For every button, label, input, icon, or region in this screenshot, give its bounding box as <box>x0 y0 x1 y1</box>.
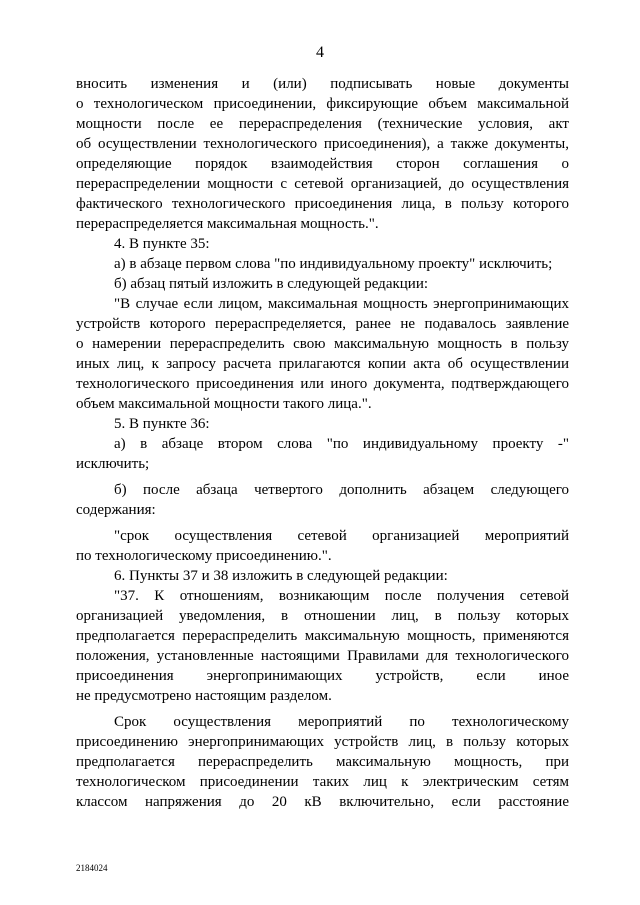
page-number: 4 <box>316 44 324 61</box>
text-line: "срок осуществления сетевой организацией мероприятий <box>114 528 569 544</box>
text-line: вносить изменения и (или) подписывать новые документы <box>76 76 569 92</box>
text-line: присоединения энергопринимающих устройств, если иное <box>76 668 569 684</box>
text-line: 6. Пункты 37 и 38 изложить в следующей редакции: <box>114 568 448 584</box>
text-line: о технологическом присоединении, фиксирующие объем максимальной <box>76 96 569 112</box>
text-line: присоединению энергопринимающих устройств лиц, в пользу которых <box>76 734 569 750</box>
text-line: "37. К отношениям, возникающим после получения сетевой <box>114 588 569 604</box>
text-line: содержания: <box>76 502 156 518</box>
text-line: предполагается перераспределить максимальную мощность, при <box>76 754 569 770</box>
text-line: определяющие порядок взаимодействия сторон соглашения о <box>76 156 569 172</box>
text-line: положения, установленные настоящими Правилами для технологического <box>76 648 569 664</box>
text-line: технологическом присоединении таких лиц к электрическим сетям <box>76 774 569 790</box>
text-line: б) абзац пятый изложить в следующей редакции: <box>114 276 429 292</box>
text-line: а) в абзаце втором слова "по индивидуальному проекту -" <box>114 436 569 452</box>
text-line: объем максимальной мощности такого лица.". <box>76 396 372 412</box>
text-line: перераспределяется максимальная мощность.". <box>76 216 379 232</box>
text-line: Срок осуществления мероприятий по технологическому <box>114 714 569 730</box>
text-line: мощности после ее перераспределения (технические условия, акт <box>76 116 569 132</box>
text-line: не предусмотрено настоящим разделом. <box>76 688 332 704</box>
text-line: технологического присоединения или иного документа, подтверждающего <box>76 376 569 392</box>
document-body <box>76 74 569 812</box>
text-line: фактического технологического присоединения лица, в пользу которого <box>76 196 569 212</box>
text-line: а) в абзаце первом слова "по индивидуальному проекту" исключить; <box>114 256 553 272</box>
text-line: "В случае если лицом, максимальная мощность энергопринимающих <box>114 296 569 312</box>
text-line: предполагается перераспределить максимальную мощность, применяются <box>76 628 569 644</box>
text-line: иных лиц, к запросу расчета прилагаются копии акта об осуществлении <box>76 356 569 372</box>
document-code: 2184024 <box>76 863 108 873</box>
text-line: 5. В пункте 36: <box>114 416 210 432</box>
text-line: 4. В пункте 35: <box>114 236 210 252</box>
text-line: классом напряжения до 20 кВ включительно, если расстояние <box>76 794 569 810</box>
text-line: организацией уведомления, в отношении лиц, в пользу которых <box>76 608 569 624</box>
text-line: перераспределении мощности с сетевой организацией, до осуществления <box>76 176 569 192</box>
text-line: исключить; <box>76 456 150 472</box>
text-line: о намерении перераспределить свою максимальную мощность в пользу <box>76 336 569 352</box>
text-line: по технологическому присоединению.". <box>76 548 332 564</box>
text-line: устройств которого перераспределяется, ранее не подавалось заявление <box>76 316 569 332</box>
text-line: об осуществлении технологического присоединения), а также документы, <box>76 136 569 152</box>
text-line: б) после абзаца четвертого дополнить абзацем следующего <box>114 482 569 498</box>
